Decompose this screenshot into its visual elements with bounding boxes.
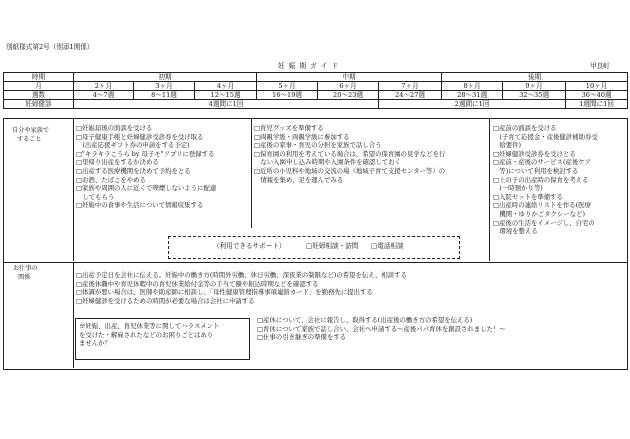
divider	[73, 262, 74, 368]
checkup-cell: 1週間に1回	[566, 100, 628, 109]
checklist-item: (一時預かり等)	[493, 184, 543, 193]
checklist-item: □体調が悪い場合は、医師や助産師に相談し、「母性健康管理指導事項連絡カード」を勤務先に提出する	[76, 288, 373, 297]
harassment-note	[79, 322, 219, 348]
support-item-phone: □電話相談	[371, 242, 404, 250]
checklist-item: □出産予定日を会社に伝える。妊娠中の働き方(時間外労働、休日労働、深夜業の制限など)の希望を伝え、相談する	[76, 271, 407, 279]
town-name: 甲良町	[590, 62, 610, 70]
week-cell: 4〜7週	[74, 91, 134, 100]
checklist-item: □産前・産後のサービス(産後ケア	[493, 158, 591, 167]
page-title: 妊 娠 期 ガ イ ド	[278, 62, 340, 70]
week-cell: 16〜19週	[257, 91, 318, 100]
week-cell: 28〜31週	[442, 91, 503, 100]
week-cell: 20〜23週	[318, 91, 379, 100]
note-line: ませんか？	[79, 339, 111, 348]
checkup-cell: 2週間に1回	[379, 100, 566, 109]
checklist-item: (出産応援ギフト券の申請をする予定)	[76, 141, 190, 150]
week-cell: 8〜11週	[134, 91, 195, 100]
checklist-item: □育休について家族で話し合い、会社へ申請する〜産後パパ育休を創設されました！〜	[257, 324, 506, 333]
month-cell: 10ヶ月	[566, 82, 628, 91]
checklist-item: □妊婦健診受診券を受けとる	[493, 149, 576, 158]
checklist-item: □両親学級・両親学級に参加する	[254, 132, 350, 141]
checklist-item: □妊婦健診を受けるための時間が必要な場合は会社に申請する	[76, 296, 255, 305]
checklist-item: 機関・ゆりかごタクシーなど)	[493, 209, 585, 218]
month-cell: 6ヶ月	[318, 82, 379, 91]
checklist-item: □産後の家事・育児の分担を家族で話し合う	[254, 141, 382, 150]
support-label: （利用できるサポート）	[213, 242, 286, 250]
checklist-item: ない入園申し込み時期や入園条件を確認しておく	[254, 158, 401, 167]
row-label: 妊婦健診	[4, 100, 74, 109]
week-cell: 12〜15週	[195, 91, 257, 100]
month-cell: 2ヶ月	[74, 82, 134, 91]
checklist-item: □産後の生活をイメージし、自宅の	[493, 218, 595, 227]
week-cell: 36〜40週	[566, 91, 628, 100]
checklist-item: 等)について利用を検討する	[493, 166, 579, 175]
support-item-visit: □妊婦相談・訪問	[306, 242, 359, 250]
note-line: を受けた・解雇されたなどのお困りごとはあり	[79, 330, 214, 339]
checklist-item: □産休について、会社に報告し、取得する(出産後の働き方の希望を伝える)	[257, 316, 473, 324]
checklist-item: □保育園の利用を考えている場合は、希望の保育園の見学などを行	[254, 149, 446, 158]
divider	[251, 118, 252, 228]
checklist-item: 給要件)	[493, 141, 522, 150]
period-late: 後期	[442, 73, 628, 82]
family-mid-list	[254, 124, 445, 184]
month-cell: 3ヶ月	[134, 82, 195, 91]
checklist-item: □母子健康手帳と妊婦健診受診券を受け取る	[76, 132, 204, 141]
month-cell: 4ヶ月	[195, 82, 257, 91]
month-cell: 8ヶ月	[442, 82, 503, 91]
family-late-list	[493, 124, 598, 236]
family-label-2: すること	[17, 136, 42, 143]
month-cell: 5ヶ月	[257, 82, 318, 91]
week-cell: 32〜35週	[503, 91, 566, 100]
work-list	[76, 271, 407, 305]
checklist-item: □上の子の出産時の保育を考える	[493, 175, 589, 184]
month-cell: 7ヶ月	[379, 82, 442, 91]
checklist-item: □育児グッズを準備する	[254, 124, 324, 132]
note-line: ※妊娠、出産、育児休業等に関してハラスメント	[79, 322, 220, 330]
checklist-item: □仕事の引き継ぎの準備をする	[257, 333, 347, 342]
row-label: 月	[4, 82, 74, 91]
row-label: 時期	[4, 73, 74, 82]
period-mid: 中期	[257, 73, 442, 82]
divider	[489, 118, 490, 261]
work-right-list	[257, 316, 506, 342]
checklist-item: □家族や周囲の人に近くで喫煙しないように配慮	[76, 184, 217, 193]
checklist-item: □出産時の連絡リストを作る(医療	[493, 201, 591, 210]
checklist-item: (子育て応援金・産後健診補助券受	[493, 132, 598, 141]
period-row	[4, 73, 628, 82]
checklist-item: □入院セットを準備する	[493, 192, 563, 201]
period-early: 初期	[74, 73, 257, 82]
week-cell: 24〜27週	[379, 91, 442, 100]
checklist-item: □妊娠中の食事や生活について情報収集する	[76, 201, 204, 210]
week-row	[4, 91, 628, 100]
divider	[73, 118, 74, 261]
month-cell: 9ヶ月	[503, 82, 566, 91]
month-row	[4, 82, 628, 91]
checklist-item: □お酒、たばこをやめる	[76, 175, 146, 184]
checklist-item: □里帰り出産をするか決める	[76, 158, 159, 167]
checklist-item: □産後休職中や育児休暇中の育児休業給付金等の手当て額や振込時期などを確認する	[76, 279, 319, 288]
checklist-item: □出産する医療機関を決めて予約をとる	[76, 166, 191, 175]
checklist-item: □妊娠届後の面談を受ける	[76, 124, 153, 132]
work-label-1: お仕事の	[13, 265, 38, 272]
checkup-row	[4, 100, 628, 109]
family-label-1: 自分や家族で	[12, 127, 50, 134]
checkup-cell: 4週間に1回	[74, 100, 379, 109]
family-early-list	[76, 124, 216, 210]
work-label-2: 関係	[18, 274, 31, 281]
checklist-item: 情報を集め、足を運んでみる	[254, 175, 344, 184]
checklist-item: 環境を整える	[493, 227, 538, 236]
schedule-table	[3, 72, 628, 109]
row-label: 週数	[4, 91, 74, 100]
checklist-item: □産前の面談を受ける	[493, 124, 557, 132]
checklist-item: してもらう	[76, 192, 115, 201]
checklist-item: □"キラキラこうら by 母子モ"アプリに登録する	[76, 149, 215, 158]
form-label: 別紙様式第2号（別添1関係）	[6, 43, 94, 51]
checklist-item: □近所の小児科や地域の交流の場（地域子育て支援センター等）の	[254, 166, 446, 175]
